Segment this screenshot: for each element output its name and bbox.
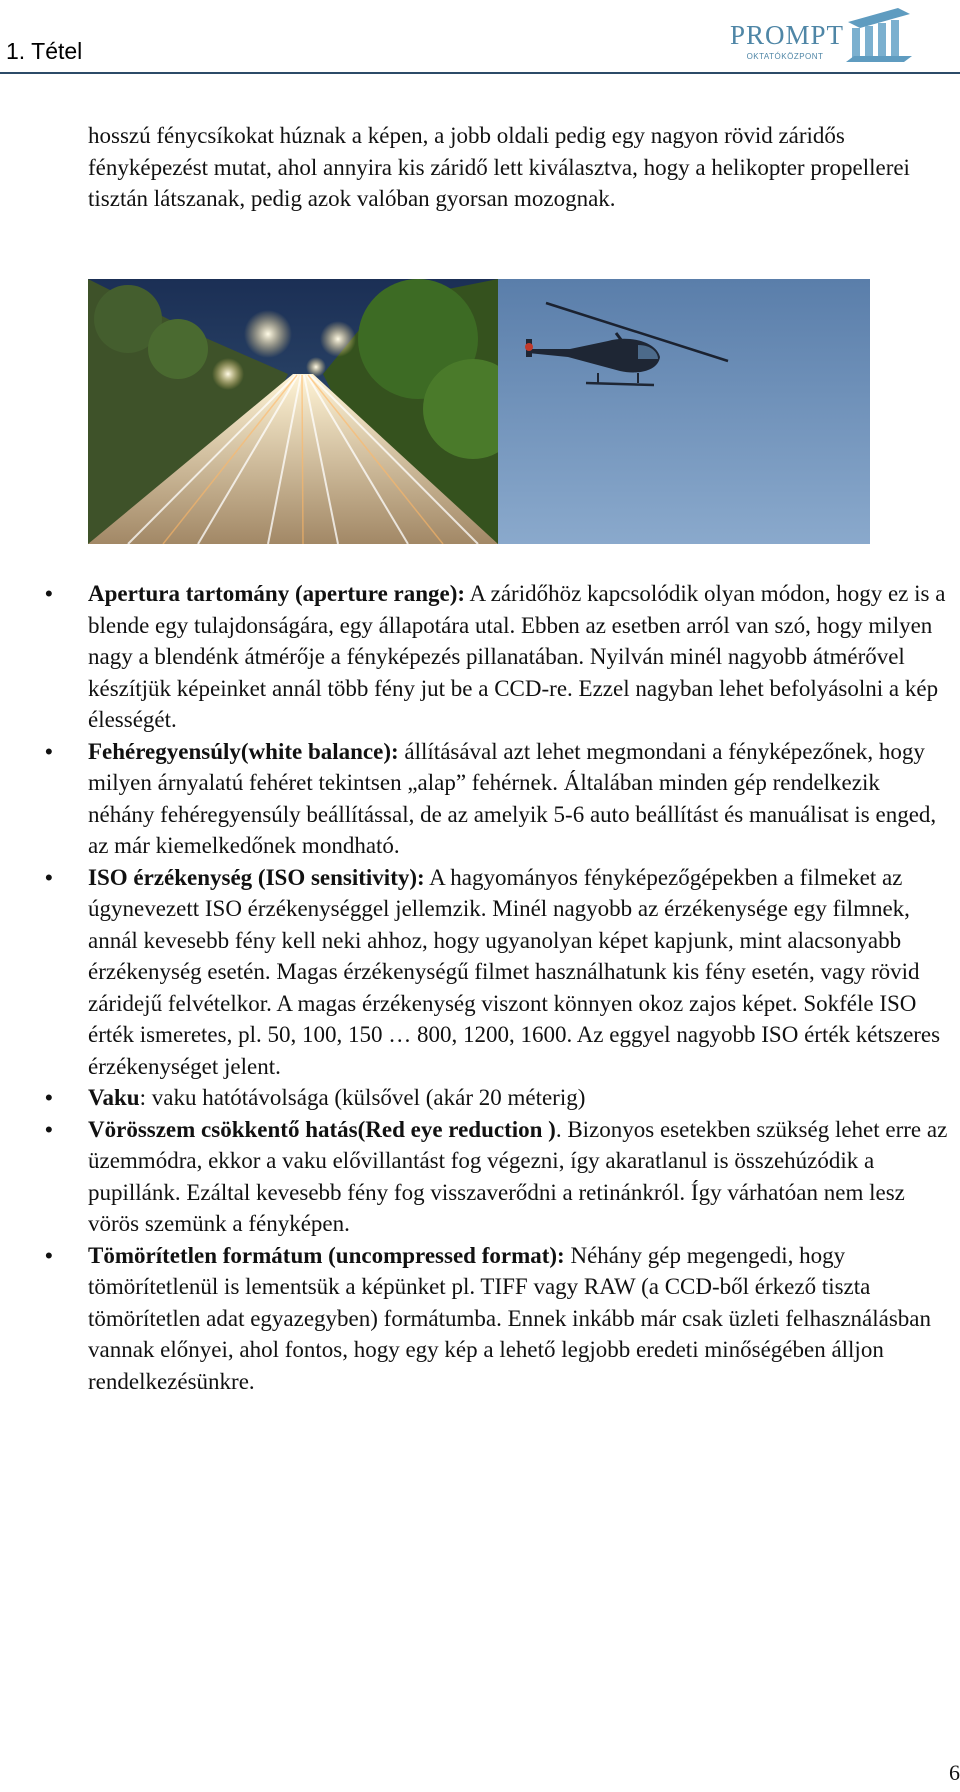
page-header-title: 1. Tétel [6, 38, 83, 64]
term-label: Vörösszem csökkentő hatás(Red eye reduction ) [88, 1116, 556, 1142]
list-item-iso [88, 862, 948, 1083]
prompt-logo [730, 4, 916, 70]
logo-name: PROMPT [730, 20, 845, 50]
page-number: 6 [949, 1760, 960, 1785]
list-item-uncompressed [88, 1240, 948, 1398]
term-label: Tömörítetlen formátum (uncompressed format): [88, 1242, 565, 1268]
list-item-red-eye [88, 1114, 948, 1240]
exposure-comparison-photos [88, 279, 870, 544]
term-description: : vaku hatótávolsága (külsővel (akár 20 méterig) [139, 1085, 586, 1110]
intro-paragraph [88, 120, 948, 215]
building-columns-icon [842, 4, 914, 70]
header-divider [0, 72, 960, 74]
long-exposure-highway-photo [88, 279, 498, 544]
term-description: . Bizonyos esetekben szükség lehet erre az üzemmódra, ekkor a vaku elővillantást fog végezni, így akaratlanul is összehúzódik a pupillánk. Ezáltal kevesebb fény fog visszaverődni a retinánkról. Így várhatóan nem lesz vörös szemünk a fényképen. [88, 1116, 948, 1236]
term-label: Apertura tartomány (aperture range): [88, 581, 466, 606]
camera-feature-list [88, 578, 948, 1397]
term-description: állításával azt lehet megmondani a fényképezőnek, hogy milyen árnyalatú fehéret tekintsen „alap” fehérnek. Általában minden gép rendelkezik néhány fehéregyensúly beállítással, de az amelyik 5-6 auto beállítást és manuálisat is enged, az már kiemelkedőnek mondható. [88, 738, 937, 858]
term-description: Néhány gép megengedi, hogy tömörítetlenül is lementsük a képünket pl. TIFF vagy RAW (a CCD-ből érkező tiszta tömörítetlen adat egyazegyben) formátumba. Ennek inkább már csak üzleti felhasználásban vannak előnyei, ahol fontos, hogy egy kép a lehető legjobb eredeti minőségében álljon rendelkezésünkre. [88, 1242, 931, 1394]
term-label: Fehéregyensúly(white balance): [88, 738, 399, 764]
list-item-white-balance [88, 736, 948, 862]
logo-subtitle: OKTATÓKÖZPONT [746, 52, 824, 61]
term-label: ISO érzékenység (ISO sensitivity): [88, 864, 425, 890]
term-description: A záridőhöz kapcsolódik olyan módon, hogy ez is a blende egy tulajdonságára, egy állapotára utal. Ebben az esetben arról van szó, hogy milyen nagy a blendénk átmérője a fényképezés pillanatában. Nyilván minél nagyobb átmérővel készítjük képeinket annál több fény jut be a CCD-re. Ezzel nagyban lehet befolyásolni a kép élességét. [88, 581, 946, 732]
list-item-flash [88, 1082, 948, 1114]
list-item-aperture [88, 578, 948, 736]
intro-text: hosszú fénycsíkokat húznak a képen, a jobb oldali pedig egy nagyon rövid záridős fényképezést mutat, ahol annyira kis záridő lett kiválasztva, hogy a helikopter propellerei tisztán látszanak, pedig azok valóban gyorsan mozognak. [88, 123, 910, 211]
term-description: A hagyományos fényképezőgépekben a filmeket az úgynevezett ISO érzékenységgel jellemzik. Minél nagyobb az érzékenysége egy filmnek, annál kevesebb fény kell neki ahhoz, hogy ugyanolyan képet kapjunk, mint alacsonyabb érzékenység esetén. Magas érzékenységű filmet használhatunk kis fény esetén, vagy rövid záridejű felvételkor. A magas érzékenység viszont könnyen okoz zajos képet. Sokféle ISO érték ismeretes, pl. 50, 100, 150 … 800, 1200, 1600. Az eggyel nagyobb ISO érték kétszeres érzékenységet jelent. [88, 864, 941, 1079]
term-label: Vaku [88, 1085, 140, 1110]
helicopter-short-exposure-photo [498, 279, 870, 544]
